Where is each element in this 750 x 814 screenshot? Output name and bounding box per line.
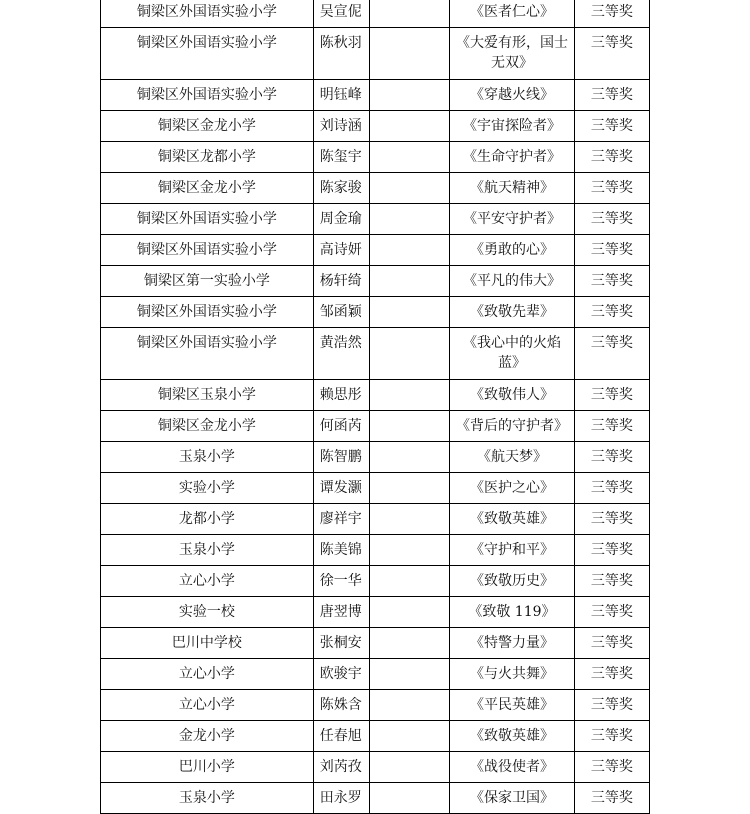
work-title-cell: 《致敬先辈》 — [450, 297, 575, 328]
award-cell: 三等奖 — [574, 566, 649, 597]
school-cell: 铜梁区外国语实验小学 — [101, 0, 314, 28]
blank-cell — [369, 752, 450, 783]
work-title-cell: 《战役使者》 — [450, 752, 575, 783]
name-cell: 黄浩然 — [313, 328, 369, 380]
school-cell: 铜梁区外国语实验小学 — [101, 235, 314, 266]
table-row — [101, 783, 650, 814]
name-cell: 刘芮孜 — [313, 752, 369, 783]
blank-cell — [369, 721, 450, 752]
school-cell: 立心小学 — [101, 690, 314, 721]
name-cell: 任春旭 — [313, 721, 369, 752]
name-cell: 陈美锦 — [313, 535, 369, 566]
work-title-cell: 《航天梦》 — [450, 442, 575, 473]
award-cell: 三等奖 — [574, 690, 649, 721]
table-row — [101, 111, 650, 142]
work-title-cell: 《特警力量》 — [450, 628, 575, 659]
blank-cell — [369, 111, 450, 142]
work-title-cell: 《致敬英雄》 — [450, 504, 575, 535]
award-cell: 三等奖 — [574, 328, 649, 380]
table-row — [101, 266, 650, 297]
award-cell: 三等奖 — [574, 752, 649, 783]
table-row — [101, 690, 650, 721]
blank-cell — [369, 235, 450, 266]
name-cell: 张桐安 — [313, 628, 369, 659]
table-row — [101, 204, 650, 235]
blank-cell — [369, 328, 450, 380]
school-cell: 金龙小学 — [101, 721, 314, 752]
table-row — [101, 80, 650, 111]
name-cell: 刘诗涵 — [313, 111, 369, 142]
blank-cell — [369, 0, 450, 28]
work-title-cell: 《致敬英雄》 — [450, 721, 575, 752]
table-row — [101, 752, 650, 783]
table-row — [101, 442, 650, 473]
award-table — [100, 0, 650, 814]
table-row — [101, 504, 650, 535]
table-row — [101, 628, 650, 659]
work-title-cell: 《致敬 119》 — [450, 597, 575, 628]
blank-cell — [369, 783, 450, 814]
blank-cell — [369, 690, 450, 721]
blank-cell — [369, 80, 450, 111]
name-cell: 陈家骏 — [313, 173, 369, 204]
table-row — [101, 411, 650, 442]
work-title-cell: 《保家卫国》 — [450, 783, 575, 814]
award-cell: 三等奖 — [574, 235, 649, 266]
work-title-cell: 《航天精神》 — [450, 173, 575, 204]
name-cell: 谭发灏 — [313, 473, 369, 504]
blank-cell — [369, 411, 450, 442]
award-cell: 三等奖 — [574, 173, 649, 204]
school-cell: 玉泉小学 — [101, 535, 314, 566]
award-cell: 三等奖 — [574, 535, 649, 566]
work-title-cell: 《医者仁心》 — [450, 0, 575, 28]
award-cell: 三等奖 — [574, 80, 649, 111]
name-cell: 陈姝含 — [313, 690, 369, 721]
blank-cell — [369, 659, 450, 690]
table-row — [101, 173, 650, 204]
table-row — [101, 597, 650, 628]
award-cell: 三等奖 — [574, 380, 649, 411]
work-title-cell: 《勇敢的心》 — [450, 235, 575, 266]
table-row — [101, 659, 650, 690]
blank-cell — [369, 297, 450, 328]
name-cell: 田永罗 — [313, 783, 369, 814]
name-cell: 周金瑜 — [313, 204, 369, 235]
table-row — [101, 535, 650, 566]
school-cell: 铜梁区外国语实验小学 — [101, 28, 314, 80]
school-cell: 铜梁区第一实验小学 — [101, 266, 314, 297]
award-cell: 三等奖 — [574, 0, 649, 28]
table-row — [101, 0, 650, 28]
school-cell: 铜梁区外国语实验小学 — [101, 297, 314, 328]
table-row — [101, 328, 650, 380]
work-title-cell: 《穿越火线》 — [450, 80, 575, 111]
name-cell: 明钰峰 — [313, 80, 369, 111]
award-cell: 三等奖 — [574, 473, 649, 504]
table-row — [101, 380, 650, 411]
table-row — [101, 566, 650, 597]
blank-cell — [369, 473, 450, 504]
blank-cell — [369, 442, 450, 473]
blank-cell — [369, 266, 450, 297]
name-cell: 杨轩绮 — [313, 266, 369, 297]
school-cell: 立心小学 — [101, 659, 314, 690]
work-title-cell: 《守护和平》 — [450, 535, 575, 566]
school-cell: 玉泉小学 — [101, 442, 314, 473]
work-title-cell: 《医护之心》 — [450, 473, 575, 504]
work-title-cell: 《与火共舞》 — [450, 659, 575, 690]
name-cell: 欧骏宇 — [313, 659, 369, 690]
name-cell: 徐一华 — [313, 566, 369, 597]
table-row — [101, 297, 650, 328]
work-title-cell: 《平凡的伟大》 — [450, 266, 575, 297]
award-cell: 三等奖 — [574, 442, 649, 473]
award-cell: 三等奖 — [574, 504, 649, 535]
award-cell: 三等奖 — [574, 142, 649, 173]
school-cell: 巴川中学校 — [101, 628, 314, 659]
table-row — [101, 721, 650, 752]
award-cell: 三等奖 — [574, 411, 649, 442]
school-cell: 龙都小学 — [101, 504, 314, 535]
work-title-cell: 《大爱有形，国士无双》 — [450, 28, 575, 80]
award-cell: 三等奖 — [574, 597, 649, 628]
award-cell: 三等奖 — [574, 297, 649, 328]
table-row — [101, 28, 650, 80]
award-cell: 三等奖 — [574, 659, 649, 690]
blank-cell — [369, 535, 450, 566]
school-cell: 铜梁区金龙小学 — [101, 411, 314, 442]
work-title-cell: 《致敬历史》 — [450, 566, 575, 597]
award-cell: 三等奖 — [574, 721, 649, 752]
work-title-cell: 《我心中的火焰蓝》 — [450, 328, 575, 380]
name-cell: 赖思彤 — [313, 380, 369, 411]
school-cell: 铜梁区金龙小学 — [101, 111, 314, 142]
award-cell: 三等奖 — [574, 266, 649, 297]
blank-cell — [369, 566, 450, 597]
table-row — [101, 142, 650, 173]
name-cell: 陈秋羽 — [313, 28, 369, 80]
school-cell: 实验一校 — [101, 597, 314, 628]
name-cell: 吴宣伲 — [313, 0, 369, 28]
award-cell: 三等奖 — [574, 28, 649, 80]
award-table-body — [101, 0, 650, 814]
work-title-cell: 《宇宙探险者》 — [450, 111, 575, 142]
blank-cell — [369, 28, 450, 80]
name-cell: 陈智鹏 — [313, 442, 369, 473]
award-cell: 三等奖 — [574, 111, 649, 142]
school-cell: 铜梁区外国语实验小学 — [101, 80, 314, 111]
name-cell: 何函芮 — [313, 411, 369, 442]
blank-cell — [369, 204, 450, 235]
school-cell: 立心小学 — [101, 566, 314, 597]
blank-cell — [369, 173, 450, 204]
name-cell: 邹函颖 — [313, 297, 369, 328]
school-cell: 铜梁区金龙小学 — [101, 173, 314, 204]
blank-cell — [369, 628, 450, 659]
work-title-cell: 《背后的守护者》 — [450, 411, 575, 442]
name-cell: 高诗妍 — [313, 235, 369, 266]
school-cell: 铜梁区外国语实验小学 — [101, 328, 314, 380]
school-cell: 铜梁区玉泉小学 — [101, 380, 314, 411]
blank-cell — [369, 504, 450, 535]
blank-cell — [369, 142, 450, 173]
award-cell: 三等奖 — [574, 204, 649, 235]
school-cell: 铜梁区外国语实验小学 — [101, 204, 314, 235]
award-cell: 三等奖 — [574, 628, 649, 659]
blank-cell — [369, 380, 450, 411]
name-cell: 唐翌博 — [313, 597, 369, 628]
work-title-cell: 《生命守护者》 — [450, 142, 575, 173]
school-cell: 玉泉小学 — [101, 783, 314, 814]
work-title-cell: 《平民英雄》 — [450, 690, 575, 721]
work-title-cell: 《平安守护者》 — [450, 204, 575, 235]
table-row — [101, 473, 650, 504]
table-row — [101, 235, 650, 266]
name-cell: 陈玺宇 — [313, 142, 369, 173]
name-cell: 廖祥宇 — [313, 504, 369, 535]
school-cell: 铜梁区龙都小学 — [101, 142, 314, 173]
school-cell: 实验小学 — [101, 473, 314, 504]
school-cell: 巴川小学 — [101, 752, 314, 783]
blank-cell — [369, 597, 450, 628]
award-cell: 三等奖 — [574, 783, 649, 814]
work-title-cell: 《致敬伟人》 — [450, 380, 575, 411]
